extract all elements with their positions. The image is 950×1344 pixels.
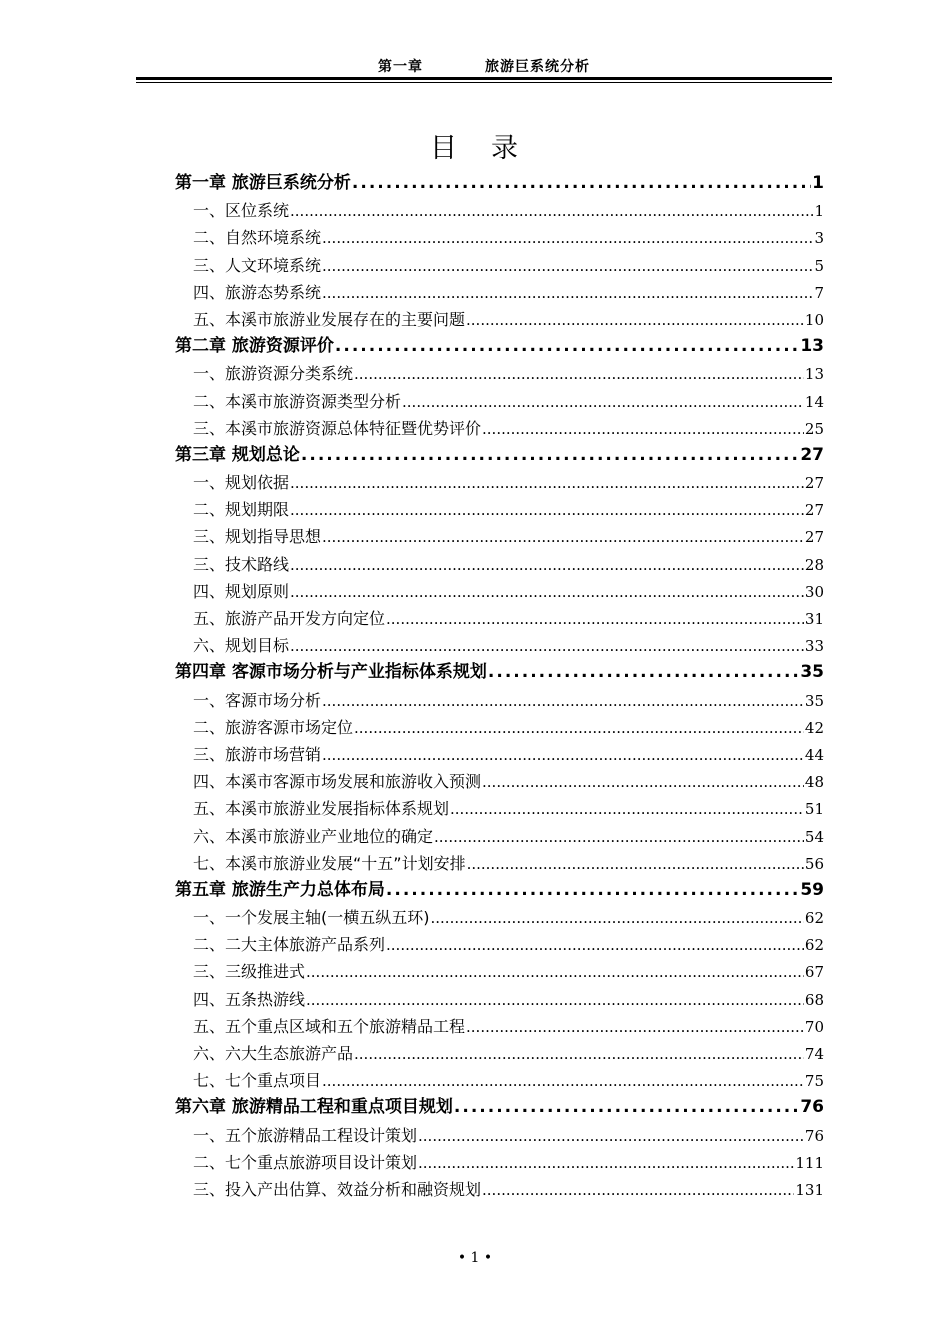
toc-entry-page: 35 bbox=[800, 662, 824, 683]
toc-entry-page: 68 bbox=[804, 990, 824, 1009]
toc-entry-page: 13 bbox=[800, 336, 824, 357]
toc-entry-label: 三、规划指导思想 bbox=[193, 527, 322, 547]
toc-entry-label: 三、技术路线 bbox=[193, 554, 290, 574]
toc-dot-leader bbox=[482, 1177, 794, 1204]
toc-entry-label: 二、本溪市旅游资源类型分析 bbox=[193, 391, 402, 411]
toc-dot-leader bbox=[418, 1150, 794, 1177]
toc-entry-label: 第二章 旅游资源评价 bbox=[175, 336, 334, 357]
toc-entry-label: 一、一个发展主轴(一横五纵五环) bbox=[193, 908, 430, 928]
toc-entry-page: 1 bbox=[812, 173, 824, 193]
toc-entry-label: 一、五个旅游精品工程设计策划 bbox=[193, 1125, 418, 1145]
header-rule-thin bbox=[136, 82, 832, 83]
toc-section-entry[interactable] bbox=[175, 958, 824, 985]
toc-section-entry[interactable] bbox=[175, 360, 824, 387]
toc-entry-page: 59 bbox=[800, 879, 824, 900]
toc-dot-leader bbox=[354, 715, 804, 742]
toc-chapter-entry[interactable] bbox=[175, 877, 824, 904]
toc-entry-page: 75 bbox=[804, 1072, 824, 1091]
toc-dot-leader bbox=[450, 796, 804, 823]
toc-section-entry[interactable] bbox=[175, 904, 824, 931]
toc-entry-page: 10 bbox=[804, 310, 824, 329]
toc-dot-leader bbox=[306, 959, 804, 986]
toc-entry-label: 五、旅游产品开发方向定位 bbox=[193, 609, 386, 628]
toc-dot-leader bbox=[301, 442, 799, 469]
toc-section-entry[interactable] bbox=[175, 931, 824, 958]
toc-dot-leader bbox=[431, 905, 804, 932]
toc-section-entry[interactable] bbox=[175, 224, 824, 251]
toc-dot-leader bbox=[322, 524, 804, 551]
toc-section-entry[interactable] bbox=[175, 741, 824, 768]
toc-entry-label: 二、规划期限 bbox=[193, 500, 290, 520]
toc-dot-leader bbox=[290, 497, 804, 524]
toc-section-entry[interactable] bbox=[175, 768, 824, 795]
toc-dot-leader bbox=[290, 470, 804, 497]
toc-dot-leader bbox=[335, 333, 799, 360]
toc-title bbox=[0, 126, 950, 165]
toc-section-entry[interactable] bbox=[175, 850, 824, 877]
toc-section-entry[interactable] bbox=[175, 1040, 824, 1067]
toc-dot-leader bbox=[386, 877, 799, 904]
toc-dot-leader bbox=[322, 1068, 804, 1095]
toc-section-entry[interactable] bbox=[175, 415, 824, 442]
toc-entry-page: 30 bbox=[804, 582, 824, 601]
toc-section-entry[interactable] bbox=[175, 469, 824, 496]
toc-entry-label: 一、规划依据 bbox=[193, 473, 290, 493]
page-number: • 1 • bbox=[457, 1250, 493, 1266]
toc-entry-label: 六、规划目标 bbox=[193, 636, 290, 656]
toc-entry-page: 28 bbox=[804, 555, 824, 574]
table-of-contents bbox=[175, 170, 824, 1203]
toc-entry-label: 四、旅游态势系统 bbox=[193, 282, 322, 302]
toc-entry-label: 一、旅游资源分类系统 bbox=[193, 364, 354, 384]
running-header bbox=[136, 56, 832, 76]
toc-chapter-entry[interactable] bbox=[175, 333, 824, 360]
toc-dot-leader bbox=[354, 1041, 804, 1068]
toc-dot-leader bbox=[386, 606, 804, 633]
toc-entry-page: 1 bbox=[814, 202, 824, 221]
toc-entry-label: 二、旅游客源市场定位 bbox=[193, 717, 354, 737]
toc-dot-leader bbox=[488, 659, 799, 686]
toc-entry-page: 48 bbox=[804, 773, 824, 792]
toc-entry-page: 67 bbox=[804, 963, 824, 982]
toc-entry-label: 五、本溪市旅游业发展存在的主要问题 bbox=[193, 309, 466, 329]
toc-section-entry[interactable] bbox=[175, 605, 824, 632]
toc-entry-label: 三、人文环境系统 bbox=[193, 255, 322, 275]
toc-chapter-entry[interactable] bbox=[175, 659, 824, 686]
toc-dot-leader bbox=[322, 688, 804, 715]
toc-dot-leader bbox=[290, 579, 804, 606]
header-title: 旅游巨系统分析 bbox=[485, 59, 590, 75]
toc-entry-page: 7 bbox=[814, 283, 824, 302]
toc-entry-page: 35 bbox=[804, 691, 824, 710]
toc-entry-page: 44 bbox=[804, 745, 824, 764]
toc-entry-page: 27 bbox=[804, 528, 824, 547]
toc-chapter-entry[interactable] bbox=[175, 1094, 824, 1121]
toc-entry-label: 四、本溪市客源市场发展和旅游收入预测 bbox=[193, 772, 482, 792]
toc-entry-page: 27 bbox=[800, 444, 824, 465]
toc-entry-label: 二、自然环境系统 bbox=[193, 228, 322, 248]
toc-entry-page: 76 bbox=[804, 1126, 824, 1145]
toc-entry-page: 56 bbox=[804, 854, 824, 873]
toc-section-entry[interactable] bbox=[175, 197, 824, 224]
toc-entry-page: 74 bbox=[804, 1045, 824, 1063]
toc-entry-label: 三、三级推进式 bbox=[193, 962, 306, 982]
toc-section-entry[interactable] bbox=[175, 279, 824, 306]
toc-section-entry[interactable] bbox=[175, 496, 824, 523]
toc-section-entry[interactable] bbox=[175, 986, 824, 1013]
toc-chapter-entry[interactable] bbox=[175, 170, 824, 197]
toc-entry-label: 第三章 规划总论 bbox=[175, 444, 300, 465]
toc-section-entry[interactable] bbox=[175, 578, 824, 605]
toc-entry-page: 14 bbox=[804, 392, 824, 411]
toc-section-entry[interactable] bbox=[175, 523, 824, 550]
toc-entry-label: 二、二大主体旅游产品系列 bbox=[193, 935, 386, 955]
toc-entry-label: 七、七个重点项目 bbox=[193, 1071, 322, 1091]
toc-dot-leader bbox=[322, 742, 804, 769]
toc-entry-page: 42 bbox=[804, 718, 824, 737]
toc-entry-label: 四、五条热游线 bbox=[193, 989, 306, 1009]
toc-entry-label: 二、七个重点旅游项目设计策划 bbox=[193, 1152, 418, 1172]
toc-dot-leader bbox=[322, 225, 813, 252]
toc-entry-label: 六、本溪市旅游业产业地位的确定 bbox=[193, 826, 434, 846]
toc-section-entry[interactable] bbox=[175, 1067, 824, 1094]
toc-dot-leader bbox=[322, 280, 813, 307]
toc-entry-label: 六、六大生态旅游产品 bbox=[193, 1044, 354, 1063]
toc-entry-page: 51 bbox=[804, 800, 824, 819]
toc-dot-leader bbox=[482, 416, 804, 443]
toc-dot-leader bbox=[290, 198, 813, 225]
toc-dot-leader bbox=[434, 824, 804, 851]
toc-entry-label: 第五章 旅游生产力总体布局 bbox=[175, 879, 385, 900]
toc-dot-leader bbox=[322, 253, 813, 280]
toc-section-entry[interactable] bbox=[175, 1149, 824, 1176]
toc-chapter-entry[interactable] bbox=[175, 442, 824, 469]
toc-dot-leader bbox=[306, 987, 804, 1014]
toc-section-entry[interactable] bbox=[175, 388, 824, 415]
toc-entry-page: 13 bbox=[804, 365, 824, 384]
toc-dot-leader bbox=[352, 170, 811, 197]
toc-entry-page: 131 bbox=[795, 1180, 824, 1199]
toc-entry-label: 五、本溪市旅游业发展指标体系规划 bbox=[193, 799, 450, 819]
toc-dot-leader bbox=[482, 769, 804, 796]
toc-dot-leader bbox=[290, 633, 804, 660]
toc-entry-page: 111 bbox=[795, 1153, 824, 1172]
toc-section-entry[interactable] bbox=[175, 252, 824, 279]
toc-entry-page: 33 bbox=[804, 637, 824, 656]
toc-entry-page: 27 bbox=[804, 501, 824, 520]
toc-dot-leader bbox=[466, 1014, 804, 1041]
toc-entry-label: 三、投入产出估算、效益分析和融资规划 bbox=[193, 1179, 482, 1199]
header-chapter: 第一章 bbox=[378, 59, 423, 75]
toc-entry-label: 三、旅游市场营销 bbox=[193, 744, 322, 764]
toc-section-entry[interactable] bbox=[175, 1176, 824, 1203]
toc-section-entry[interactable] bbox=[175, 551, 824, 578]
toc-entry-label: 一、区位系统 bbox=[193, 201, 290, 221]
toc-entry-page: 76 bbox=[800, 1097, 824, 1118]
toc-entry-label: 七、本溪市旅游业发展“十五”计划安排 bbox=[193, 853, 466, 873]
toc-dot-leader bbox=[466, 307, 804, 334]
toc-title-char-2: 录 bbox=[491, 133, 520, 164]
toc-entry-label: 三、本溪市旅游资源总体特征暨优势评价 bbox=[193, 418, 482, 438]
toc-entry-page: 70 bbox=[804, 1017, 824, 1036]
toc-section-entry[interactable] bbox=[175, 823, 824, 850]
toc-dot-leader bbox=[418, 1123, 804, 1150]
toc-dot-leader bbox=[467, 851, 804, 878]
toc-section-entry[interactable] bbox=[175, 1122, 824, 1149]
toc-entry-page: 3 bbox=[814, 229, 824, 248]
toc-section-entry[interactable] bbox=[175, 1013, 824, 1040]
toc-entry-page: 27 bbox=[804, 474, 824, 493]
toc-title-char-1: 目 bbox=[430, 133, 459, 164]
toc-entry-page: 25 bbox=[804, 419, 824, 438]
toc-dot-leader bbox=[290, 552, 804, 579]
toc-entry-label: 一、客源市场分析 bbox=[193, 690, 322, 710]
toc-section-entry[interactable] bbox=[175, 687, 824, 714]
toc-entry-page: 31 bbox=[804, 610, 824, 628]
toc-entry-page: 62 bbox=[804, 936, 824, 955]
toc-section-entry[interactable] bbox=[175, 306, 824, 333]
header-rule-thick bbox=[136, 77, 832, 80]
toc-entry-label: 五、五个重点区域和五个旅游精品工程 bbox=[193, 1016, 466, 1036]
toc-entry-page: 62 bbox=[804, 909, 824, 928]
toc-section-entry[interactable] bbox=[175, 714, 824, 741]
toc-dot-leader bbox=[354, 361, 804, 388]
toc-entry-page: 54 bbox=[804, 827, 824, 846]
toc-entry-label: 第六章 旅游精品工程和重点项目规划 bbox=[175, 1097, 453, 1118]
toc-entry-label: 第一章 旅游巨系统分析 bbox=[175, 173, 351, 193]
toc-section-entry[interactable] bbox=[175, 632, 824, 659]
toc-dot-leader bbox=[454, 1094, 799, 1121]
toc-entry-label: 四、规划原则 bbox=[193, 581, 290, 601]
toc-section-entry[interactable] bbox=[175, 795, 824, 822]
toc-entry-label: 第四章 客源市场分析与产业指标体系规划 bbox=[175, 662, 487, 683]
toc-dot-leader bbox=[402, 389, 804, 416]
toc-entry-page: 5 bbox=[814, 256, 824, 275]
toc-dot-leader bbox=[386, 932, 804, 959]
